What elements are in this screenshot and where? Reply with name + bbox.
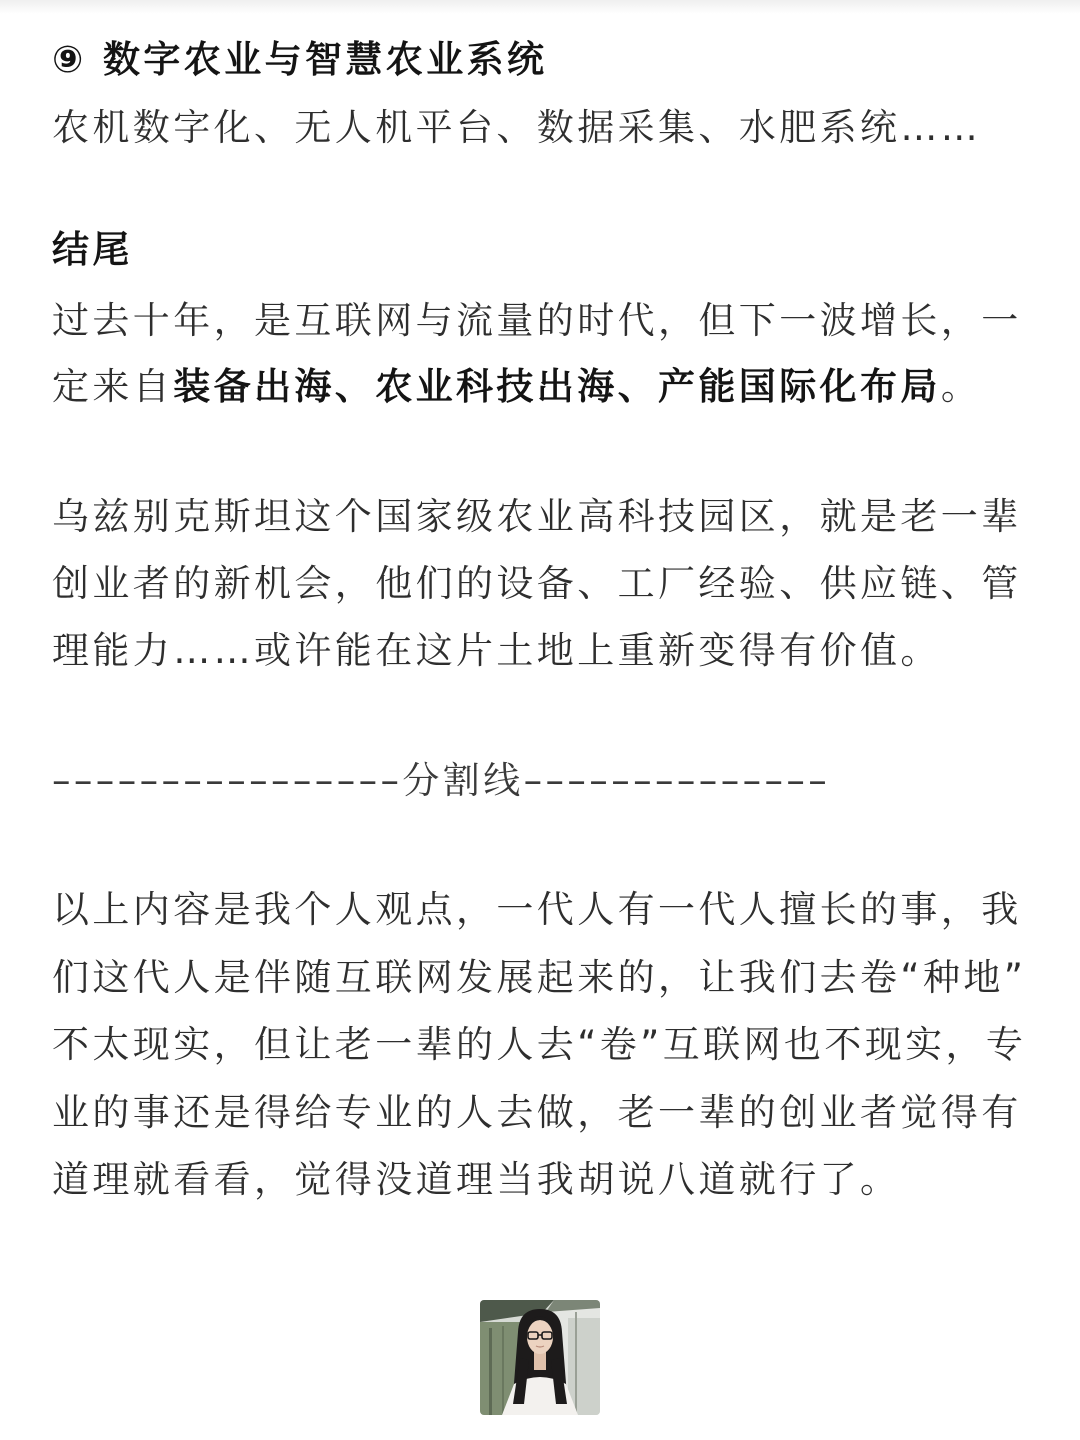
- background-structure: [568, 1318, 600, 1415]
- paragraph-line: [52, 354, 1032, 420]
- closing-line: 们这代人是伴随互联网发展起来的，让我们去卷“种地”: [52, 955, 1027, 999]
- author-photo-image: [480, 1300, 600, 1415]
- section-description: 农机数字化、无人机平台、数据采集、水肥系统……: [52, 106, 982, 149]
- paragraph-line: 理能力……或许能在这片土地上重新变得有价值。: [52, 629, 941, 672]
- conclusion-heading: 结尾: [52, 228, 133, 271]
- paragraph-line: 乌兹别克斯坦这个国家级农业高科技园区，就是老一辈: [52, 495, 1022, 538]
- conclusion-paragraph-2: [52, 483, 1032, 684]
- closing-line: 道理就看看，觉得没道理当我胡说八道就行了。: [52, 1158, 901, 1201]
- author-photo[interactable]: [480, 1300, 600, 1415]
- neck: [534, 1352, 546, 1370]
- closing-line: 业的事还是得给专业的人去做，老一辈的创业者觉得有: [52, 1090, 1022, 1134]
- closing-paragraph: [52, 876, 1032, 1214]
- article-body: [52, 26, 1032, 1214]
- top-edge-shadow: [0, 0, 1080, 14]
- paragraph-text: 定来自: [52, 365, 174, 408]
- emphasis-text: 装备出海、农业科技出海、产能国际化布局: [173, 365, 941, 408]
- divider-line: ––––––––––––––––分割线––––––––––––––: [52, 759, 831, 802]
- section-heading: ⑨ 数字农业与智慧农业系统: [52, 38, 548, 81]
- closing-line: 不太现实，但让老一辈的人去“卷”互联网也不现实，专: [52, 1023, 1027, 1066]
- paragraph-line: 过去十年，是互联网与流量的时代，但下一波增长，一: [52, 299, 1022, 342]
- paragraph-text: 。: [940, 365, 982, 408]
- conclusion-paragraph-1: [52, 288, 1032, 420]
- face: [527, 1320, 553, 1354]
- closing-line: 以上内容是我个人观点，一代人有一代人擅长的事，我: [52, 888, 1022, 931]
- paragraph-line: 创业者的新机会，他们的设备、工厂经验、供应链、管: [52, 562, 1022, 605]
